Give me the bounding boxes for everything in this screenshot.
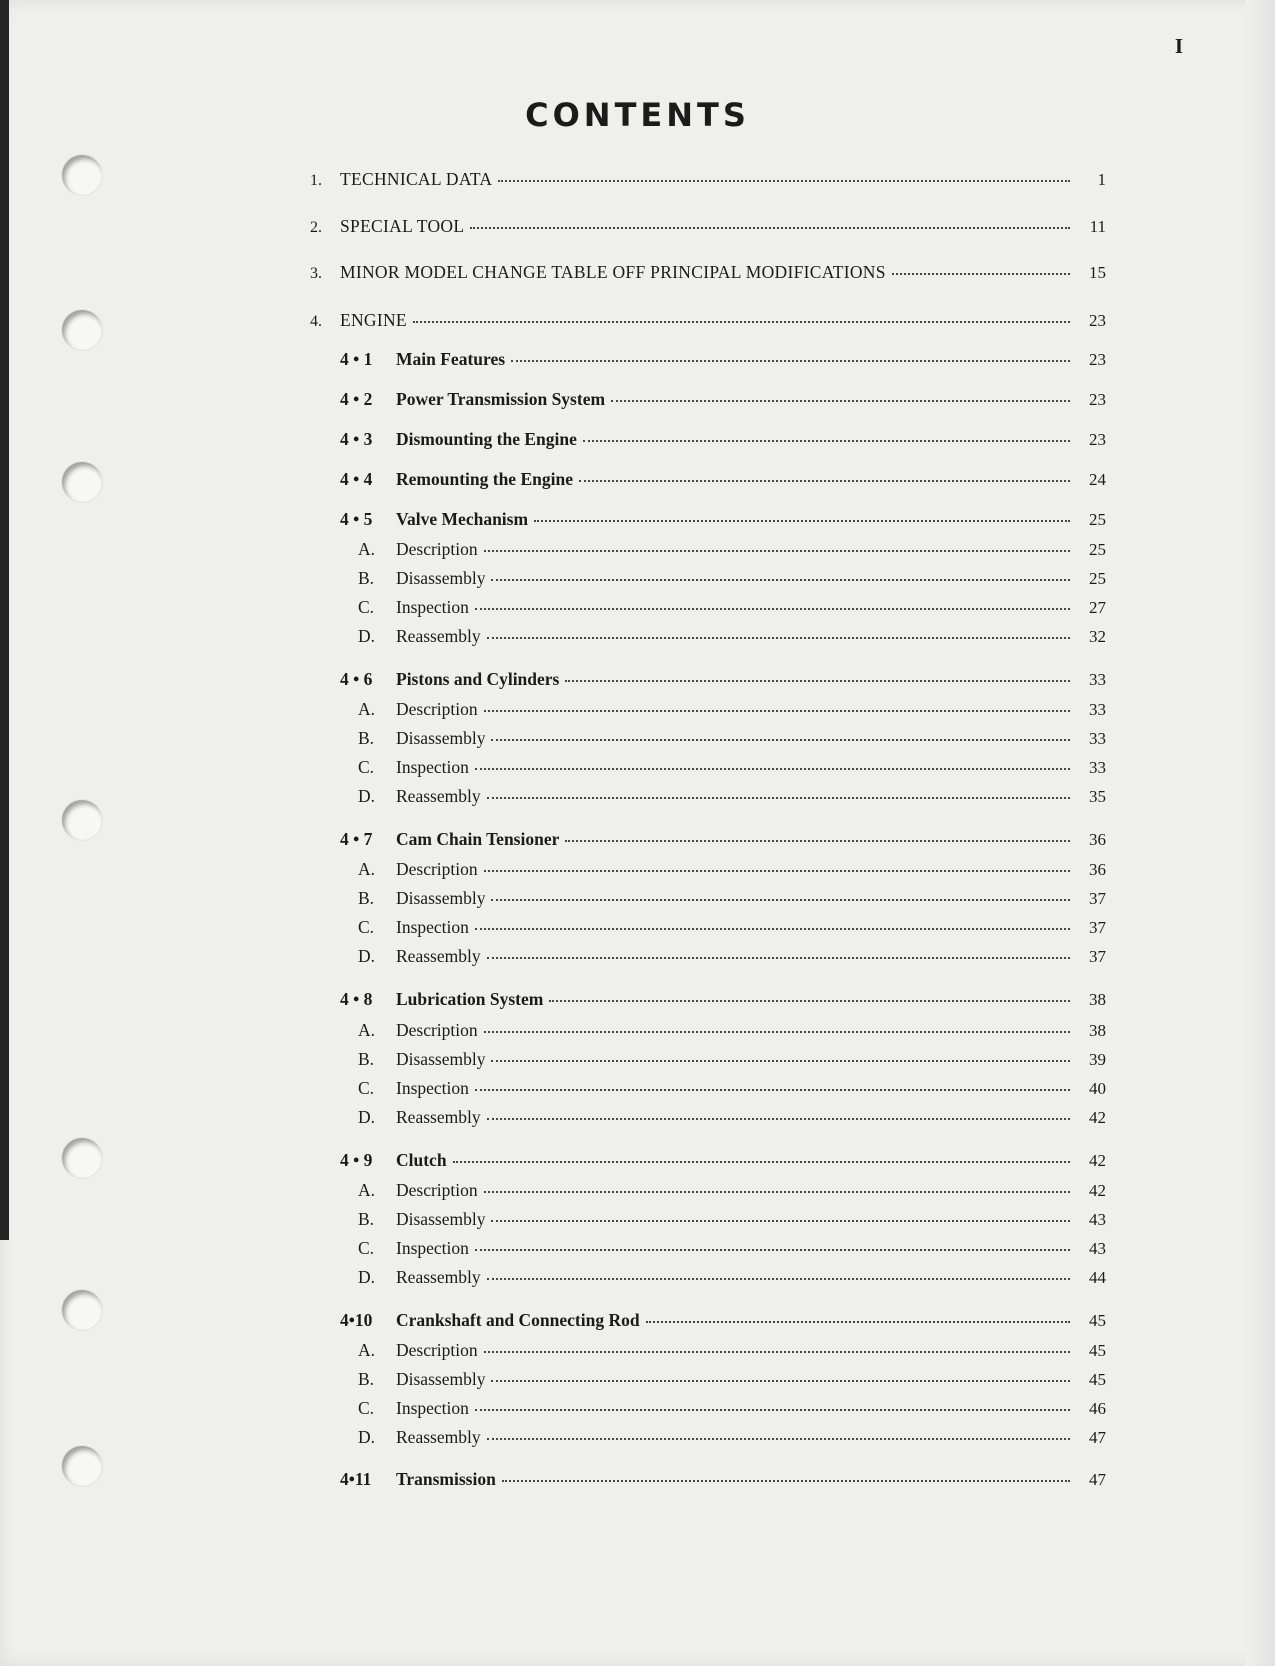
dot-leader [484, 709, 1070, 712]
dot-leader [491, 578, 1070, 581]
binder-hole [62, 800, 102, 840]
dot-leader [491, 1219, 1070, 1222]
toc-entry-title: TECHNICAL DATA [340, 169, 493, 189]
dot-leader [484, 869, 1070, 872]
dot-leader [475, 927, 1070, 930]
toc-entry-page: 35 [1089, 787, 1106, 806]
toc-entry [310, 827, 1106, 851]
toc-entry-title: Disassembly [396, 1209, 486, 1229]
dot-leader [487, 956, 1070, 959]
toc-entry-title: Reassembly [396, 1427, 481, 1447]
toc-entry-number: 2. [310, 219, 322, 236]
toc-entry-title: Valve Mechanism [396, 509, 529, 529]
dot-leader [475, 607, 1070, 610]
dot-leader [470, 226, 1070, 229]
toc-entry-number: C. [358, 597, 375, 617]
toc-entry-number: 4 • 5 [340, 509, 373, 529]
toc-entry-number: A. [358, 699, 376, 719]
toc-entry-number: C. [358, 1398, 375, 1418]
toc-entry-number: A. [358, 1020, 376, 1040]
dot-leader [611, 399, 1070, 402]
toc-entry-title: Inspection [396, 1398, 469, 1418]
toc-entry-number: 4 • 1 [340, 349, 373, 369]
toc-entry-page: 25 [1089, 569, 1106, 588]
toc-entry-page: 33 [1089, 729, 1106, 748]
toc-entry-title: Description [396, 1180, 478, 1200]
toc-entry-title: Reassembly [396, 626, 481, 646]
dot-leader [565, 679, 1070, 682]
toc-entry-number: 4•11 [340, 1469, 372, 1489]
toc-entry [310, 1047, 1106, 1071]
toc-entry-number: D. [358, 1427, 376, 1447]
toc-entry-number: 1. [310, 172, 322, 189]
toc-entry-title: Cam Chain Tensioner [396, 829, 560, 849]
dot-leader [583, 439, 1070, 442]
toc-entry-page: 27 [1089, 598, 1106, 617]
dot-leader [475, 1088, 1070, 1091]
dot-leader [484, 549, 1070, 552]
toc-entry-number: 4 • 9 [340, 1150, 373, 1170]
toc-entry-title: Description [396, 859, 478, 879]
toc-entry-page: 42 [1089, 1108, 1106, 1127]
binder-hole [62, 155, 102, 195]
dot-leader [487, 796, 1070, 799]
toc-entry [310, 987, 1106, 1011]
toc-entry-title: Clutch [396, 1150, 447, 1170]
dot-leader [475, 1408, 1070, 1411]
toc-entry [310, 1396, 1106, 1420]
toc-entry [310, 726, 1106, 750]
toc-entry-number: 4 • 3 [340, 429, 373, 449]
toc-entry-title: Description [396, 1020, 478, 1040]
toc-entry [310, 467, 1106, 491]
toc-entry [310, 387, 1106, 411]
toc-entry-number: A. [358, 859, 376, 879]
toc-entry-number: A. [358, 1340, 376, 1360]
toc-entry-page: 11 [1089, 217, 1106, 236]
toc-entry-title: Description [396, 1340, 478, 1360]
toc-entry-number: 3. [310, 265, 322, 282]
toc-entry-title: MINOR MODEL CHANGE TABLE OFF PRINCIPAL MODIFICATIONS [340, 262, 886, 282]
dot-leader [475, 767, 1070, 770]
toc-entry-page: 23 [1089, 350, 1106, 369]
toc-entry-number: A. [358, 1180, 376, 1200]
dot-leader [487, 1277, 1070, 1280]
toc-entry-title: Crankshaft and Connecting Rod [396, 1310, 640, 1330]
toc-entry [310, 537, 1106, 561]
toc-entry-page: 32 [1089, 627, 1106, 646]
toc-entry-page: 44 [1089, 1268, 1106, 1287]
toc-entry-number: 4 • 2 [340, 389, 373, 409]
dot-leader [579, 479, 1070, 482]
dot-leader [484, 1350, 1070, 1353]
dot-leader [487, 636, 1070, 639]
toc-entry-number: B. [358, 1209, 375, 1229]
toc-entry-title: Inspection [396, 597, 469, 617]
dot-leader [502, 1479, 1070, 1482]
toc-entry-number: B. [358, 568, 375, 588]
toc-entry [310, 624, 1106, 648]
dot-leader [549, 999, 1070, 1002]
toc-entry-page: 45 [1089, 1341, 1106, 1360]
binder-hole [62, 1290, 102, 1330]
toc-entry-page: 43 [1089, 1210, 1106, 1229]
toc-entry-page: 36 [1089, 830, 1106, 849]
toc-entry-number: 4 • 8 [340, 989, 373, 1009]
toc-entry-number: D. [358, 626, 376, 646]
toc-entry-page: 15 [1089, 263, 1106, 282]
toc-entry [310, 260, 1106, 284]
toc-entry [310, 886, 1106, 910]
toc-entry [310, 667, 1106, 691]
toc-entry-number: D. [358, 1267, 376, 1287]
toc-entry-page: 43 [1089, 1239, 1106, 1258]
dot-leader [484, 1190, 1070, 1193]
toc-entry [310, 915, 1106, 939]
toc-entry [310, 1308, 1106, 1332]
toc-entry [310, 1207, 1106, 1231]
toc-entry [310, 347, 1106, 371]
toc-entry-page: 37 [1089, 889, 1106, 908]
page-title: CONTENTS [525, 96, 750, 134]
toc-entry [310, 308, 1106, 332]
toc-entry-title: Reassembly [396, 1107, 481, 1127]
toc-entry-page: 24 [1089, 470, 1106, 489]
dot-leader [892, 272, 1070, 275]
toc-entry [310, 167, 1106, 191]
toc-entry-title: ENGINE [340, 310, 407, 330]
toc-entry-number: A. [358, 539, 376, 559]
toc-entry-title: Disassembly [396, 888, 486, 908]
toc-entry-title: Dismounting the Engine [396, 429, 577, 449]
toc-entry [310, 697, 1106, 721]
scan-right-edge [1245, 0, 1275, 1666]
toc-entry-page: 37 [1089, 947, 1106, 966]
toc-entry-page: 33 [1089, 670, 1106, 689]
toc-entry-title: Description [396, 699, 478, 719]
toc-entry-number: B. [358, 888, 375, 908]
toc-entry-page: 42 [1089, 1151, 1106, 1170]
dot-leader [491, 738, 1070, 741]
toc-entry-title: Reassembly [396, 946, 481, 966]
toc-entry-page: 33 [1089, 700, 1106, 719]
toc-entry-title: Power Transmission System [396, 389, 606, 409]
toc-entry-page: 40 [1089, 1079, 1106, 1098]
toc-entry [310, 566, 1106, 590]
toc-entry-title: Inspection [396, 917, 469, 937]
toc-entry-number: C. [358, 757, 375, 777]
toc-entry-page: 45 [1089, 1311, 1106, 1330]
toc-entry-title: Inspection [396, 1238, 469, 1258]
toc-entry [310, 1236, 1106, 1260]
toc-entry-number: D. [358, 786, 376, 806]
toc-entry-page: 38 [1089, 1021, 1106, 1040]
toc-entry [310, 1018, 1106, 1042]
toc-entry [310, 1105, 1106, 1129]
binder-hole [62, 1138, 102, 1178]
toc-entry-page: 23 [1089, 390, 1106, 409]
toc-entry-page: 36 [1089, 860, 1106, 879]
toc-entry-title: Transmission [396, 1469, 496, 1489]
toc-entry-title: Pistons and Cylinders [396, 669, 560, 689]
dot-leader [491, 1379, 1070, 1382]
toc-entry-page: 25 [1089, 510, 1106, 529]
toc-entry-number: B. [358, 728, 375, 748]
dot-leader [475, 1248, 1070, 1251]
toc-entry-number: C. [358, 917, 375, 937]
toc-entry [310, 214, 1106, 238]
toc-entry [310, 1425, 1106, 1449]
dot-leader [453, 1160, 1070, 1163]
toc-entry-page: 23 [1089, 311, 1106, 330]
scan-left-edge [0, 0, 9, 1240]
dot-leader [498, 179, 1070, 182]
dot-leader [646, 1320, 1070, 1323]
toc-entry-number: C. [358, 1238, 375, 1258]
toc-entry-number: B. [358, 1049, 375, 1069]
toc-entry [310, 1076, 1106, 1100]
dot-leader [413, 320, 1070, 323]
page-number: I [1174, 34, 1183, 58]
toc-entry-number: 4 • 7 [340, 829, 373, 849]
toc-entry [310, 857, 1106, 881]
toc-entry-number: D. [358, 1107, 376, 1127]
toc-entry-title: Description [396, 539, 478, 559]
toc-entry-title: Disassembly [396, 1369, 486, 1389]
toc-entry [310, 507, 1106, 531]
toc-entry-number: 4•10 [340, 1310, 373, 1330]
toc-entry [310, 427, 1106, 451]
toc-entry-number: B. [358, 1369, 375, 1389]
toc-entry [310, 1467, 1106, 1491]
toc-entry-page: 47 [1089, 1428, 1106, 1447]
toc-entry-title: Disassembly [396, 1049, 486, 1069]
dot-leader [484, 1030, 1070, 1033]
toc-entry-title: Disassembly [396, 728, 486, 748]
toc-entry-page: 46 [1089, 1399, 1106, 1418]
toc-entry-page: 37 [1089, 918, 1106, 937]
toc-entry-page: 39 [1089, 1050, 1106, 1069]
toc-entry-title: Lubrication System [396, 989, 544, 1009]
toc-entry [310, 1367, 1106, 1391]
dot-leader [491, 1059, 1070, 1062]
toc-entry-number: D. [358, 946, 376, 966]
toc-entry-title: Reassembly [396, 786, 481, 806]
toc-entry-title: Inspection [396, 1078, 469, 1098]
dot-leader [487, 1117, 1070, 1120]
toc-entry-title: SPECIAL TOOL [340, 216, 465, 236]
toc-entry [310, 1265, 1106, 1289]
dot-leader [491, 898, 1070, 901]
toc-entry-page: 42 [1089, 1181, 1106, 1200]
toc-entry [310, 944, 1106, 968]
binder-hole [62, 462, 102, 502]
toc-entry-number: 4 • 4 [340, 469, 373, 489]
toc-entry-title: Remounting the Engine [396, 469, 573, 489]
toc-entry-number: C. [358, 1078, 375, 1098]
dot-leader [511, 359, 1070, 362]
toc-entry-title: Disassembly [396, 568, 486, 588]
toc-entry [310, 1148, 1106, 1172]
binder-hole [62, 310, 102, 350]
toc-entry [310, 1338, 1106, 1362]
toc-entry-page: 47 [1089, 1470, 1106, 1489]
toc-entry [310, 784, 1106, 808]
toc-entry [310, 1178, 1106, 1202]
toc-entry-number: 4. [310, 313, 322, 330]
toc-entry-page: 33 [1089, 758, 1106, 777]
toc-entry [310, 755, 1106, 779]
toc-entry-title: Inspection [396, 757, 469, 777]
toc-entry-page: 1 [1097, 170, 1106, 189]
toc-entry-page: 38 [1089, 990, 1106, 1009]
dot-leader [565, 839, 1070, 842]
dot-leader [487, 1437, 1070, 1440]
toc-entry-number: 4 • 6 [340, 669, 373, 689]
toc-entry-title: Main Features [396, 349, 506, 369]
dot-leader [534, 519, 1070, 522]
binder-hole [62, 1446, 102, 1486]
toc-entry-title: Reassembly [396, 1267, 481, 1287]
toc-entry-page: 45 [1089, 1370, 1106, 1389]
toc-entry-page: 23 [1089, 430, 1106, 449]
toc-entry-page: 25 [1089, 540, 1106, 559]
toc-entry [310, 595, 1106, 619]
